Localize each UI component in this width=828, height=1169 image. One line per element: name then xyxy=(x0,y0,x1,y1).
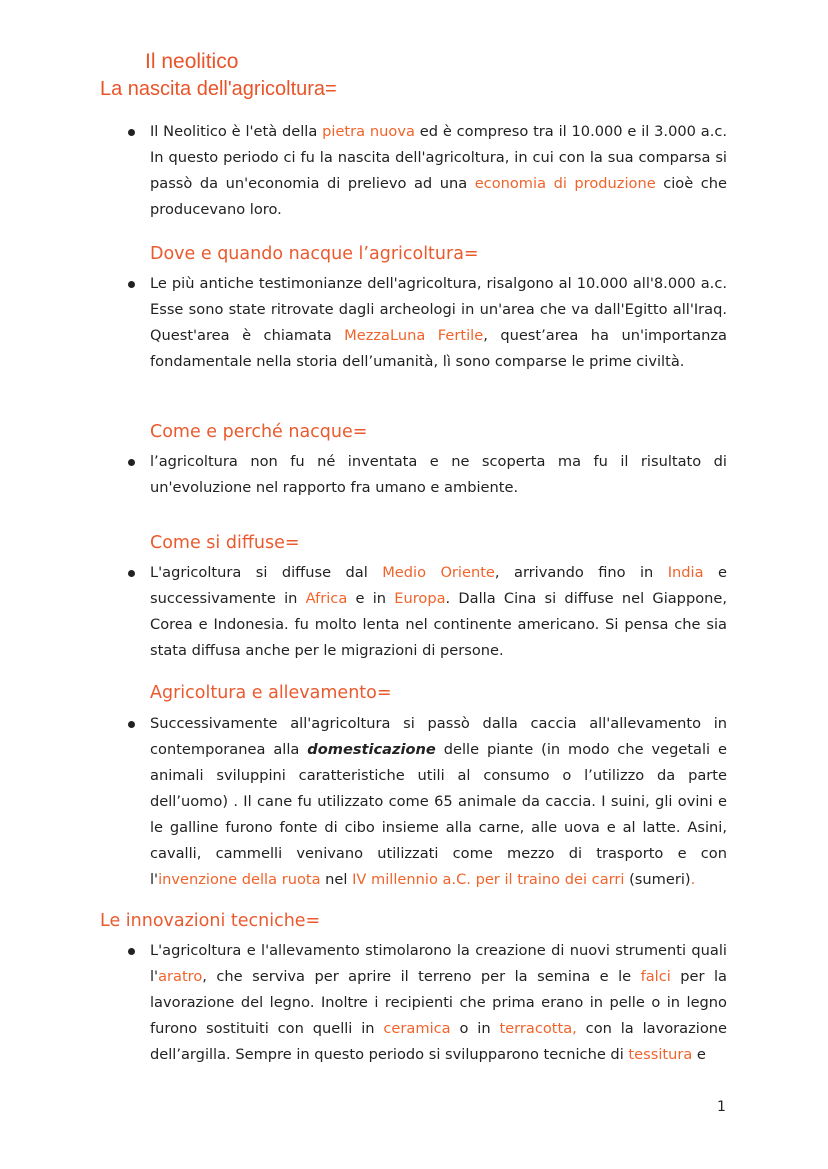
bullet-icon xyxy=(128,721,135,728)
highlighted-text: Europa xyxy=(394,590,446,607)
section-heading: Dove e quando nacque l’agricoltura= xyxy=(150,244,479,264)
text-segment: , quest’area ha un'importanza fondamentale nella storia dell’umanità, lì sono comparse le prime civiltà. xyxy=(150,327,727,370)
text-segment: e in xyxy=(347,590,395,607)
text-segment: l’agricoltura non fu né inventata e ne scoperta ma fu il risultato di un'evoluzione nel rapporto fra umano e ambiente. xyxy=(150,453,727,496)
bullet-paragraph xyxy=(150,271,727,375)
section-heading: Le innovazioni tecniche= xyxy=(100,911,321,931)
text-segment: con la lavorazione dell’argilla. Sempre in questo periodo si svilupparono tecniche di xyxy=(150,1020,727,1063)
text-segment: (sumeri) xyxy=(624,871,691,888)
highlighted-text: invenzione della ruota xyxy=(158,871,321,888)
text-segment: nel xyxy=(320,871,353,888)
text-segment: ed è compreso tra il 10.000 e il 3.000 a.c. In questo periodo ci fu la nascita dell'agricoltura, in cui con la sua comparsa si passò da un'economia di prelievo ad una xyxy=(150,123,727,192)
text-segment: L'agricoltura si diffuse dal xyxy=(150,564,383,581)
highlighted-text: Africa xyxy=(305,590,348,607)
section-title: La nascita dell'agricoltura= xyxy=(100,78,337,100)
section-heading: Come e perché nacque= xyxy=(150,422,368,442)
text-segment: delle piante (in modo che vegetali e animali sviluppini caratteristiche utili al consumo o l’utilizzo da parte dell’uomo) . Il cane fu utilizzato come 65 animale da caccia. I suini, gli ovini e le galline furono fonte di cibo insieme alla carne, alle uova e al latte. Asini, cavalli, cammelli venivano utilizzati come mezzo di trasporto e con l' xyxy=(150,741,727,888)
bullet-icon xyxy=(128,459,135,466)
text-segment: cioè che producevano loro. xyxy=(150,175,728,218)
text-segment: o in xyxy=(450,1020,500,1037)
bullet-icon xyxy=(128,570,135,577)
highlighted-text: India xyxy=(667,564,704,581)
bullet-icon xyxy=(128,129,135,136)
bullet-paragraph xyxy=(150,449,727,501)
bullet-paragraph xyxy=(150,711,727,893)
bullet-icon xyxy=(128,281,135,288)
document-title: Il neolitico xyxy=(145,50,239,73)
highlighted-text: tessitura xyxy=(628,1046,693,1063)
text-segment: Le più antiche testimonianze dell'agricoltura, risalgono al 10.000 all'8.000 a.c. Esse sono state ritrovate dagli archeologi in un'area che va dall'Egitto all'Iraq. Quest'area è chiamata xyxy=(150,275,727,344)
bullet-paragraph xyxy=(150,119,727,223)
text-segment: L'agricoltura e l'allevamento stimolarono la creazione di nuovi strumenti quali l' xyxy=(150,942,727,985)
text-segment: . Dalla Cina si diffuse nel Giappone, Corea e Indonesia. fu molto lenta nel continente americano. Si pensa che sia stata diffusa anche per le migrazioni di persone. xyxy=(150,590,728,659)
highlighted-text: economia di produzione xyxy=(474,175,656,192)
page-number: 1 xyxy=(717,1099,726,1115)
bullet-paragraph xyxy=(150,938,727,1068)
highlighted-text: terracotta, xyxy=(499,1020,577,1037)
highlighted-text: pietra nuova xyxy=(322,123,415,140)
highlighted-text: aratro xyxy=(158,968,203,985)
highlighted-text: MezzaLuna Fertile xyxy=(344,327,484,344)
section-heading: Come si diffuse= xyxy=(150,533,300,553)
text-segment: per la lavorazione del legno. Inoltre i recipienti che prima erano in pelle o in legno furono sostituiti con quelli in xyxy=(150,968,727,1037)
highlighted-text: Medio Oriente xyxy=(382,564,495,581)
highlighted-text: IV millennio a.C. per il traino dei carri xyxy=(352,871,625,888)
text-segment: Successivamente all'agricoltura si passò dalla caccia all'allevamento in contemporanea alla xyxy=(150,715,727,758)
bullet-icon xyxy=(128,948,135,955)
highlighted-text: ceramica xyxy=(383,1020,451,1037)
text-segment: Il Neolitico è l'età della xyxy=(150,123,323,140)
text-segment: , arrivando fino in xyxy=(494,564,668,581)
emphasized-text: domesticazione xyxy=(307,741,436,758)
bullet-paragraph xyxy=(150,560,727,664)
highlighted-text: falci xyxy=(640,968,671,985)
highlighted-text: . xyxy=(690,871,696,888)
text-segment: e xyxy=(692,1046,706,1063)
text-segment: e successivamente in xyxy=(150,564,727,607)
section-heading: Agricoltura e allevamento= xyxy=(150,683,392,703)
text-segment: , che serviva per aprire il terreno per la semina e le xyxy=(202,968,641,985)
